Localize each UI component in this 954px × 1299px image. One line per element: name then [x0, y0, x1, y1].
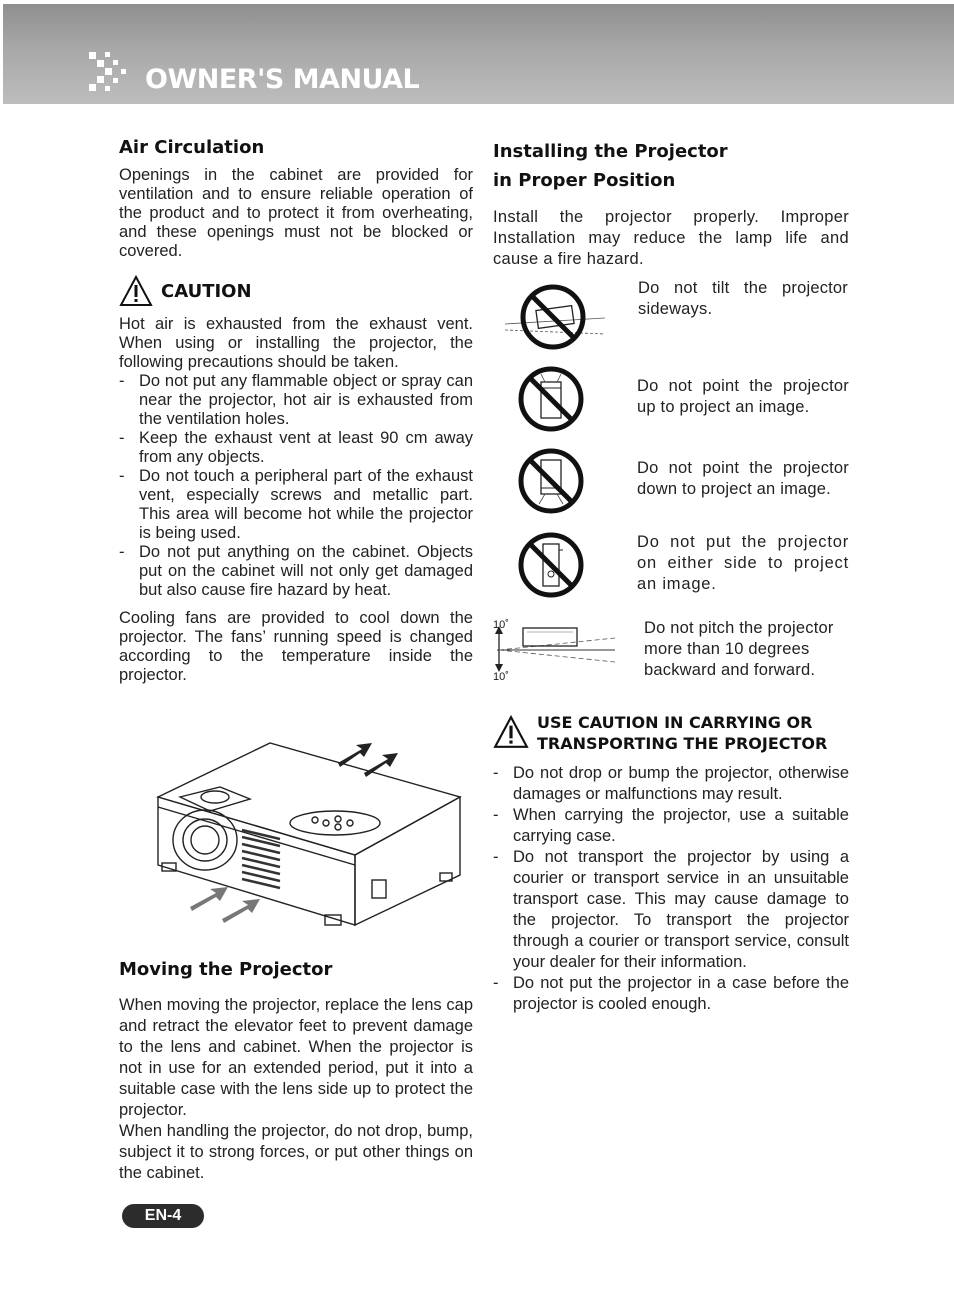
list-item: - Keep the exhaust vent at least 90 cm away from any objects.	[119, 429, 473, 467]
caution-heading	[119, 275, 473, 307]
no-tilt-icon	[505, 282, 605, 352]
cooling-fans-text: Cooling fans are provided to cool down the projector. The fans’ running speed is changed according to the temperature inside the projector.	[119, 609, 473, 684]
list-item: - Do not put any flammable object or spray can near the projector, hot air is exhausted from the ventilation holes.	[119, 372, 473, 429]
warning-point-down	[493, 444, 849, 516]
chevron-arrows-icon	[85, 48, 135, 98]
pitch-angle-diagram	[493, 616, 623, 686]
carrying-section	[493, 712, 849, 1015]
caution-label: CAUTION	[161, 280, 252, 302]
left-column	[119, 133, 473, 685]
warning-text: Do not put the projector on either side to project an image.	[637, 533, 849, 593]
header-banner	[3, 4, 954, 104]
warning-point-up	[493, 362, 849, 434]
moving-paragraph-1: When moving the projector, replace the lens cap and retract the elevator feet to prevent damage to the lens and cabinet. When the projector is not in use for an extended period, put it into a suitable case with the lens side up to protect the projector.	[119, 996, 473, 1119]
page-number-badge: EN-4	[122, 1204, 204, 1228]
carrying-caution-line1: USE CAUTION IN CARRYING OR	[537, 713, 813, 732]
warning-text: Do not tilt the projector sideways.	[638, 279, 848, 318]
warning-pitch-angle	[493, 616, 849, 688]
list-item: - When carrying the projector, use a suitable carrying case.	[493, 805, 849, 847]
carrying-list	[493, 763, 849, 1015]
list-item: - Do not put the projector in a case before the projector is cooled enough.	[493, 973, 849, 1015]
air-circulation-heading: Air Circulation	[119, 137, 265, 158]
page-title: OWNER'S MANUAL	[145, 64, 420, 95]
moving-paragraph-2: When handling the projector, do not drop, bump, subject it to strong forces, or put other things on the cabinet.	[119, 1122, 473, 1182]
list-item: - Do not touch a peripheral part of the exhaust vent, especially screws and metallic part. This area will become hot while the projector is being used.	[119, 467, 473, 543]
warning-tilt-sideways	[493, 278, 849, 354]
warning-on-side	[493, 528, 849, 600]
warning-triangle-icon	[493, 714, 529, 750]
projector-airflow-illustration	[150, 735, 470, 935]
no-point-down-icon	[517, 446, 587, 516]
warning-text: Do not point the projector up to project an image.	[637, 377, 849, 416]
list-item: - Do not put anything on the cabinet. Objects put on the cabinet will not only get damaged but also cause fire hazard by heat.	[119, 543, 473, 600]
carrying-caution-heading	[493, 712, 849, 754]
installing-heading-line2: in Proper Position	[493, 170, 676, 191]
moving-section	[119, 955, 473, 1184]
list-item: - Do not drop or bump the projector, otherwise damages or malfunctions may result.	[493, 763, 849, 805]
warning-triangle-icon	[119, 275, 153, 307]
installing-section	[493, 137, 849, 270]
angle-label-bottom: 10˚	[493, 671, 509, 683]
caution-intro: Hot air is exhausted from the exhaust vent. When using or installing the projector, the following precautions should be taken.	[119, 315, 473, 371]
carrying-caution-line2: TRANSPORTING THE PROJECTOR	[537, 734, 828, 753]
no-side-icon	[517, 530, 587, 600]
air-circulation-body: Openings in the cabinet are provided for ventilation and to ensure reliable operation of the product and to protect it from overheating, and these openings must not be blocked or covered.	[119, 166, 473, 260]
moving-heading: Moving the Projector	[119, 959, 333, 980]
angle-label-top: 10˚	[493, 619, 509, 631]
caution-list	[119, 372, 473, 600]
installing-intro: Install the projector properly. Improper Installation may reduce the lamp life and cause a fire hazard.	[493, 208, 849, 268]
list-item: - Do not transport the projector by using a courier or transport service in an unsuitable transport case. This may cause damage to the projector. To transport the projector through a courier or transport service, consult your dealer for their information.	[493, 847, 849, 973]
installing-heading-line1: Installing the Projector	[493, 141, 728, 162]
warning-text: Do not point the projector down to project an image.	[637, 459, 849, 498]
warning-text: Do not pitch the projector more than 10 degrees backward and forward.	[644, 619, 834, 679]
no-point-up-icon	[517, 364, 587, 434]
